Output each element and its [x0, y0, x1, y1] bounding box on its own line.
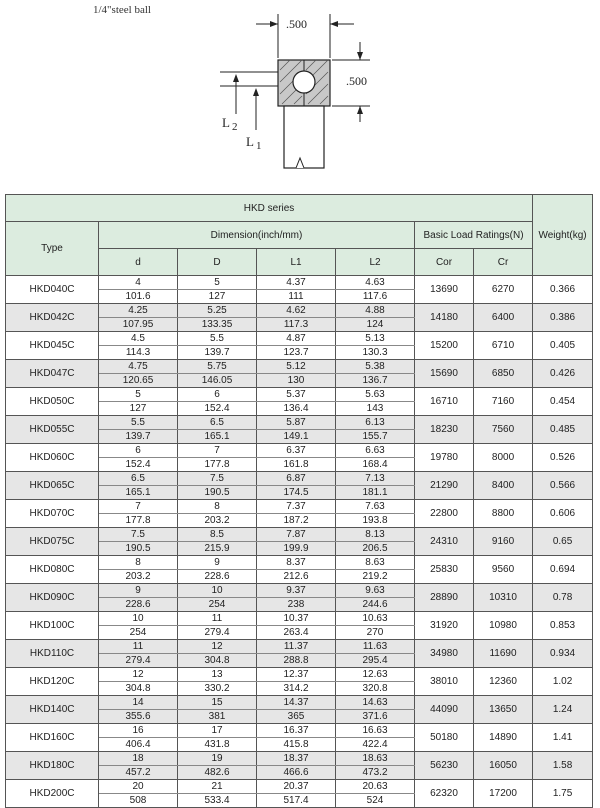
d-mm-cell: 304.8: [99, 682, 178, 696]
D-inch-cell: 17: [178, 724, 257, 738]
col-d-header: d: [99, 249, 178, 276]
weight-cell: 1.58: [533, 752, 593, 780]
L1-mm-cell: 415.8: [257, 738, 336, 752]
L2-mm-cell: 206.5: [336, 542, 415, 556]
cor-cell: 38010: [415, 668, 474, 696]
L1-inch-cell: 18.37: [257, 752, 336, 766]
D-mm-cell: 139.7: [178, 346, 257, 360]
L2-mm-cell: 124: [336, 318, 415, 332]
type-cell: HKD045C: [6, 332, 99, 360]
D-mm-cell: 177.8: [178, 458, 257, 472]
L1-inch-cell: 6.87: [257, 472, 336, 486]
type-cell: HKD075C: [6, 528, 99, 556]
cor-cell: 13690: [415, 276, 474, 304]
L2-inch-cell: 10.63: [336, 612, 415, 626]
L2-inch-cell: 5.13: [336, 332, 415, 346]
cr-cell: 6400: [474, 304, 533, 332]
weight-cell: 0.694: [533, 556, 593, 584]
L1-mm-cell: 161.8: [257, 458, 336, 472]
L2-mm-cell: 130.3: [336, 346, 415, 360]
D-mm-cell: 330.2: [178, 682, 257, 696]
cr-cell: 17200: [474, 780, 533, 808]
L2-mm-cell: 136.7: [336, 374, 415, 388]
cor-cell: 28890: [415, 584, 474, 612]
L1-inch-cell: 8.37: [257, 556, 336, 570]
cr-cell: 12360: [474, 668, 533, 696]
d-mm-cell: 355.6: [99, 710, 178, 724]
cr-cell: 6710: [474, 332, 533, 360]
table-row: [6, 444, 593, 458]
type-cell: HKD120C: [6, 668, 99, 696]
weight-cell: 1.75: [533, 780, 593, 808]
L1-mm-cell: 314.2: [257, 682, 336, 696]
cor-cell: 14180: [415, 304, 474, 332]
table-row: [6, 360, 593, 374]
L1-mm-cell: 136.4: [257, 402, 336, 416]
L2-mm-cell: 244.6: [336, 598, 415, 612]
L1-inch-cell: 4.37: [257, 276, 336, 290]
d-inch-cell: 6.5: [99, 472, 178, 486]
D-mm-cell: 533.4: [178, 794, 257, 808]
L1-mm-cell: 365: [257, 710, 336, 724]
L1-inch-cell: 5.37: [257, 388, 336, 402]
table-row: [6, 304, 593, 318]
d-inch-cell: 5: [99, 388, 178, 402]
table-row: [6, 668, 593, 682]
type-cell: HKD055C: [6, 416, 99, 444]
D-inch-cell: 7: [178, 444, 257, 458]
L2-mm-cell: 155.7: [336, 430, 415, 444]
L2-mm-cell: 219.2: [336, 570, 415, 584]
D-mm-cell: 304.8: [178, 654, 257, 668]
l1-subscript: 1: [255, 140, 262, 152]
L2-inch-cell: 4.88: [336, 304, 415, 318]
cor-cell: 31920: [415, 612, 474, 640]
L2-inch-cell: 18.63: [336, 752, 415, 766]
d-mm-cell: 190.5: [99, 542, 178, 556]
cr-cell: 8400: [474, 472, 533, 500]
d-mm-cell: 165.1: [99, 486, 178, 500]
l2-label: L: [222, 115, 230, 130]
table-row: [6, 528, 593, 542]
d-inch-cell: 18: [99, 752, 178, 766]
L2-mm-cell: 371.6: [336, 710, 415, 724]
d-inch-cell: 10: [99, 612, 178, 626]
d-mm-cell: 101.6: [99, 290, 178, 304]
cor-cell: 56230: [415, 752, 474, 780]
L1-mm-cell: 212.6: [257, 570, 336, 584]
L2-inch-cell: 12.63: [336, 668, 415, 682]
L1-mm-cell: 238: [257, 598, 336, 612]
cor-cell: 62320: [415, 780, 474, 808]
D-mm-cell: 254: [178, 598, 257, 612]
L1-inch-cell: 11.37: [257, 640, 336, 654]
D-inch-cell: 19: [178, 752, 257, 766]
weight-cell: 1.41: [533, 724, 593, 752]
cr-cell: 10310: [474, 584, 533, 612]
table-row: [6, 556, 593, 570]
type-cell: HKD140C: [6, 696, 99, 724]
L1-mm-cell: 263.4: [257, 626, 336, 640]
table-row: [6, 724, 593, 738]
D-inch-cell: 21: [178, 780, 257, 794]
d-inch-cell: 4.75: [99, 360, 178, 374]
weight-cell: 0.386: [533, 304, 593, 332]
d-inch-cell: 11: [99, 640, 178, 654]
D-inch-cell: 7.5: [178, 472, 257, 486]
d-inch-cell: 5.5: [99, 416, 178, 430]
table-row: [6, 416, 593, 430]
D-inch-cell: 12: [178, 640, 257, 654]
L2-mm-cell: 473.2: [336, 766, 415, 780]
D-mm-cell: 482.6: [178, 766, 257, 780]
d-inch-cell: 20: [99, 780, 178, 794]
D-mm-cell: 165.1: [178, 430, 257, 444]
D-mm-cell: 228.6: [178, 570, 257, 584]
weight-cell: 0.934: [533, 640, 593, 668]
d-mm-cell: 279.4: [99, 654, 178, 668]
l1-label: L: [246, 134, 254, 149]
D-inch-cell: 5.25: [178, 304, 257, 318]
table-row: [6, 752, 593, 766]
D-mm-cell: 431.8: [178, 738, 257, 752]
type-cell: HKD047C: [6, 360, 99, 388]
D-inch-cell: 9: [178, 556, 257, 570]
type-cell: HKD065C: [6, 472, 99, 500]
D-mm-cell: 381: [178, 710, 257, 724]
d-mm-cell: 152.4: [99, 458, 178, 472]
L1-inch-cell: 7.37: [257, 500, 336, 514]
d-inch-cell: 8: [99, 556, 178, 570]
cor-cell: 15690: [415, 360, 474, 388]
D-inch-cell: 5.75: [178, 360, 257, 374]
table-row: [6, 472, 593, 486]
table-row: [6, 584, 593, 598]
L1-mm-cell: 149.1: [257, 430, 336, 444]
L1-mm-cell: 174.5: [257, 486, 336, 500]
L1-inch-cell: 9.37: [257, 584, 336, 598]
weight-cell: 0.426: [533, 360, 593, 388]
steel-ball-label: 1/4"steel ball: [93, 4, 151, 16]
L1-inch-cell: 5.12: [257, 360, 336, 374]
L2-inch-cell: 5.63: [336, 388, 415, 402]
type-cell: HKD160C: [6, 724, 99, 752]
L2-inch-cell: 5.38: [336, 360, 415, 374]
cor-cell: 19780: [415, 444, 474, 472]
L1-mm-cell: 199.9: [257, 542, 336, 556]
steel-ball-icon: [293, 71, 315, 93]
weight-cell: 0.405: [533, 332, 593, 360]
d-inch-cell: 16: [99, 724, 178, 738]
type-cell: HKD060C: [6, 444, 99, 472]
L1-inch-cell: 16.37: [257, 724, 336, 738]
d-mm-cell: 139.7: [99, 430, 178, 444]
table-row: [6, 612, 593, 626]
L1-inch-cell: 14.37: [257, 696, 336, 710]
type-cell: HKD090C: [6, 584, 99, 612]
table-row: [6, 332, 593, 346]
d-inch-cell: 7: [99, 500, 178, 514]
type-cell: HKD180C: [6, 752, 99, 780]
d-inch-cell: 7.5: [99, 528, 178, 542]
L1-inch-cell: 4.62: [257, 304, 336, 318]
D-inch-cell: 5.5: [178, 332, 257, 346]
cr-cell: 9560: [474, 556, 533, 584]
L2-mm-cell: 422.4: [336, 738, 415, 752]
L1-mm-cell: 288.8: [257, 654, 336, 668]
L2-mm-cell: 181.1: [336, 486, 415, 500]
L2-mm-cell: 143: [336, 402, 415, 416]
type-cell: HKD200C: [6, 780, 99, 808]
weight-header: Weight(kg): [533, 195, 593, 276]
L1-mm-cell: 187.2: [257, 514, 336, 528]
L2-mm-cell: 295.4: [336, 654, 415, 668]
cor-cell: 21290: [415, 472, 474, 500]
D-mm-cell: 152.4: [178, 402, 257, 416]
weight-cell: 0.566: [533, 472, 593, 500]
svg-text:L2: [222, 115, 237, 133]
d-mm-cell: 120.65: [99, 374, 178, 388]
L2-mm-cell: 193.8: [336, 514, 415, 528]
cor-cell: 25830: [415, 556, 474, 584]
L2-inch-cell: 9.63: [336, 584, 415, 598]
width-dimension-label: .500: [286, 17, 307, 31]
D-inch-cell: 10: [178, 584, 257, 598]
weight-cell: 0.526: [533, 444, 593, 472]
L2-inch-cell: 7.63: [336, 500, 415, 514]
type-cell: HKD070C: [6, 500, 99, 528]
L2-inch-cell: 16.63: [336, 724, 415, 738]
cr-cell: 13650: [474, 696, 533, 724]
d-mm-cell: 107.95: [99, 318, 178, 332]
D-inch-cell: 6.5: [178, 416, 257, 430]
type-cell: HKD110C: [6, 640, 99, 668]
D-inch-cell: 8: [178, 500, 257, 514]
d-inch-cell: 4.5: [99, 332, 178, 346]
d-inch-cell: 12: [99, 668, 178, 682]
l2-subscript: 2: [231, 121, 238, 133]
cr-cell: 7560: [474, 416, 533, 444]
D-mm-cell: 215.9: [178, 542, 257, 556]
type-cell: HKD040C: [6, 276, 99, 304]
svg-text:L1: [246, 134, 261, 152]
cr-cell: 11690: [474, 640, 533, 668]
table-row: [6, 388, 593, 402]
L2-mm-cell: 270: [336, 626, 415, 640]
L2-inch-cell: 11.63: [336, 640, 415, 654]
D-mm-cell: 146.05: [178, 374, 257, 388]
L1-inch-cell: 10.37: [257, 612, 336, 626]
L1-mm-cell: 111: [257, 290, 336, 304]
L2-inch-cell: 8.13: [336, 528, 415, 542]
cor-cell: 16710: [415, 388, 474, 416]
table-row: [6, 780, 593, 794]
d-mm-cell: 254: [99, 626, 178, 640]
L2-inch-cell: 6.13: [336, 416, 415, 430]
cor-cell: 15200: [415, 332, 474, 360]
d-mm-cell: 114.3: [99, 346, 178, 360]
D-mm-cell: 127: [178, 290, 257, 304]
col-cor-header: Cor: [415, 249, 474, 276]
D-inch-cell: 13: [178, 668, 257, 682]
d-mm-cell: 177.8: [99, 514, 178, 528]
d-inch-cell: 6: [99, 444, 178, 458]
series-title: HKD series: [6, 195, 533, 222]
d-mm-cell: 508: [99, 794, 178, 808]
d-inch-cell: 14: [99, 696, 178, 710]
table-row: [6, 500, 593, 514]
D-inch-cell: 5: [178, 276, 257, 290]
L1-inch-cell: 6.37: [257, 444, 336, 458]
type-header: Type: [6, 222, 99, 276]
col-cr-header: Cr: [474, 249, 533, 276]
L2-mm-cell: 117.6: [336, 290, 415, 304]
L2-inch-cell: 4.63: [336, 276, 415, 290]
cor-cell: 22800: [415, 500, 474, 528]
type-cell: HKD042C: [6, 304, 99, 332]
weight-cell: 1.02: [533, 668, 593, 696]
col-L1-header: L1: [257, 249, 336, 276]
weight-cell: 0.853: [533, 612, 593, 640]
cor-cell: 34980: [415, 640, 474, 668]
L2-inch-cell: 6.63: [336, 444, 415, 458]
cr-cell: 6850: [474, 360, 533, 388]
D-inch-cell: 6: [178, 388, 257, 402]
D-mm-cell: 203.2: [178, 514, 257, 528]
type-cell: HKD080C: [6, 556, 99, 584]
weight-cell: 0.78: [533, 584, 593, 612]
d-inch-cell: 9: [99, 584, 178, 598]
weight-cell: 0.65: [533, 528, 593, 556]
cr-cell: 9160: [474, 528, 533, 556]
hkd-series-table: [5, 194, 593, 808]
L2-mm-cell: 168.4: [336, 458, 415, 472]
weight-cell: 0.366: [533, 276, 593, 304]
col-L2-header: L2: [336, 249, 415, 276]
table-row: [6, 640, 593, 654]
weight-cell: 0.454: [533, 388, 593, 416]
type-cell: HKD100C: [6, 612, 99, 640]
table-row: [6, 276, 593, 290]
d-mm-cell: 228.6: [99, 598, 178, 612]
D-mm-cell: 133.35: [178, 318, 257, 332]
table-body: [6, 276, 593, 808]
cr-cell: 10980: [474, 612, 533, 640]
L1-inch-cell: 20.37: [257, 780, 336, 794]
cr-cell: 7160: [474, 388, 533, 416]
cr-cell: 14890: [474, 724, 533, 752]
cor-cell: 18230: [415, 416, 474, 444]
L1-inch-cell: 12.37: [257, 668, 336, 682]
weight-cell: 1.24: [533, 696, 593, 724]
weight-cell: 0.606: [533, 500, 593, 528]
L1-mm-cell: 466.6: [257, 766, 336, 780]
L1-mm-cell: 117.3: [257, 318, 336, 332]
load-ratings-header: Basic Load Ratings(N): [415, 222, 533, 249]
table-row: [6, 696, 593, 710]
cor-cell: 44090: [415, 696, 474, 724]
weight-cell: 0.485: [533, 416, 593, 444]
cor-cell: 50180: [415, 724, 474, 752]
L1-mm-cell: 123.7: [257, 346, 336, 360]
D-inch-cell: 15: [178, 696, 257, 710]
cor-cell: 24310: [415, 528, 474, 556]
dimension-header: Dimension(inch/mm): [99, 222, 415, 249]
cr-cell: 8800: [474, 500, 533, 528]
cr-cell: 16050: [474, 752, 533, 780]
L2-mm-cell: 320.8: [336, 682, 415, 696]
cr-cell: 6270: [474, 276, 533, 304]
D-inch-cell: 8.5: [178, 528, 257, 542]
L2-inch-cell: 20.63: [336, 780, 415, 794]
L1-inch-cell: 7.87: [257, 528, 336, 542]
L2-inch-cell: 14.63: [336, 696, 415, 710]
d-mm-cell: 406.4: [99, 738, 178, 752]
L1-inch-cell: 5.87: [257, 416, 336, 430]
height-dimension-label: .500: [346, 74, 367, 88]
L2-inch-cell: 8.63: [336, 556, 415, 570]
bearing-cross-section-drawing: [210, 12, 410, 172]
cr-cell: 8000: [474, 444, 533, 472]
d-inch-cell: 4: [99, 276, 178, 290]
L1-inch-cell: 4.87: [257, 332, 336, 346]
col-D-header: D: [178, 249, 257, 276]
d-mm-cell: 457.2: [99, 766, 178, 780]
type-cell: HKD050C: [6, 388, 99, 416]
L2-mm-cell: 524: [336, 794, 415, 808]
d-mm-cell: 203.2: [99, 570, 178, 584]
D-inch-cell: 11: [178, 612, 257, 626]
d-mm-cell: 127: [99, 402, 178, 416]
L2-inch-cell: 7.13: [336, 472, 415, 486]
d-inch-cell: 4.25: [99, 304, 178, 318]
L1-mm-cell: 130: [257, 374, 336, 388]
L1-mm-cell: 517.4: [257, 794, 336, 808]
D-mm-cell: 279.4: [178, 626, 257, 640]
D-mm-cell: 190.5: [178, 486, 257, 500]
